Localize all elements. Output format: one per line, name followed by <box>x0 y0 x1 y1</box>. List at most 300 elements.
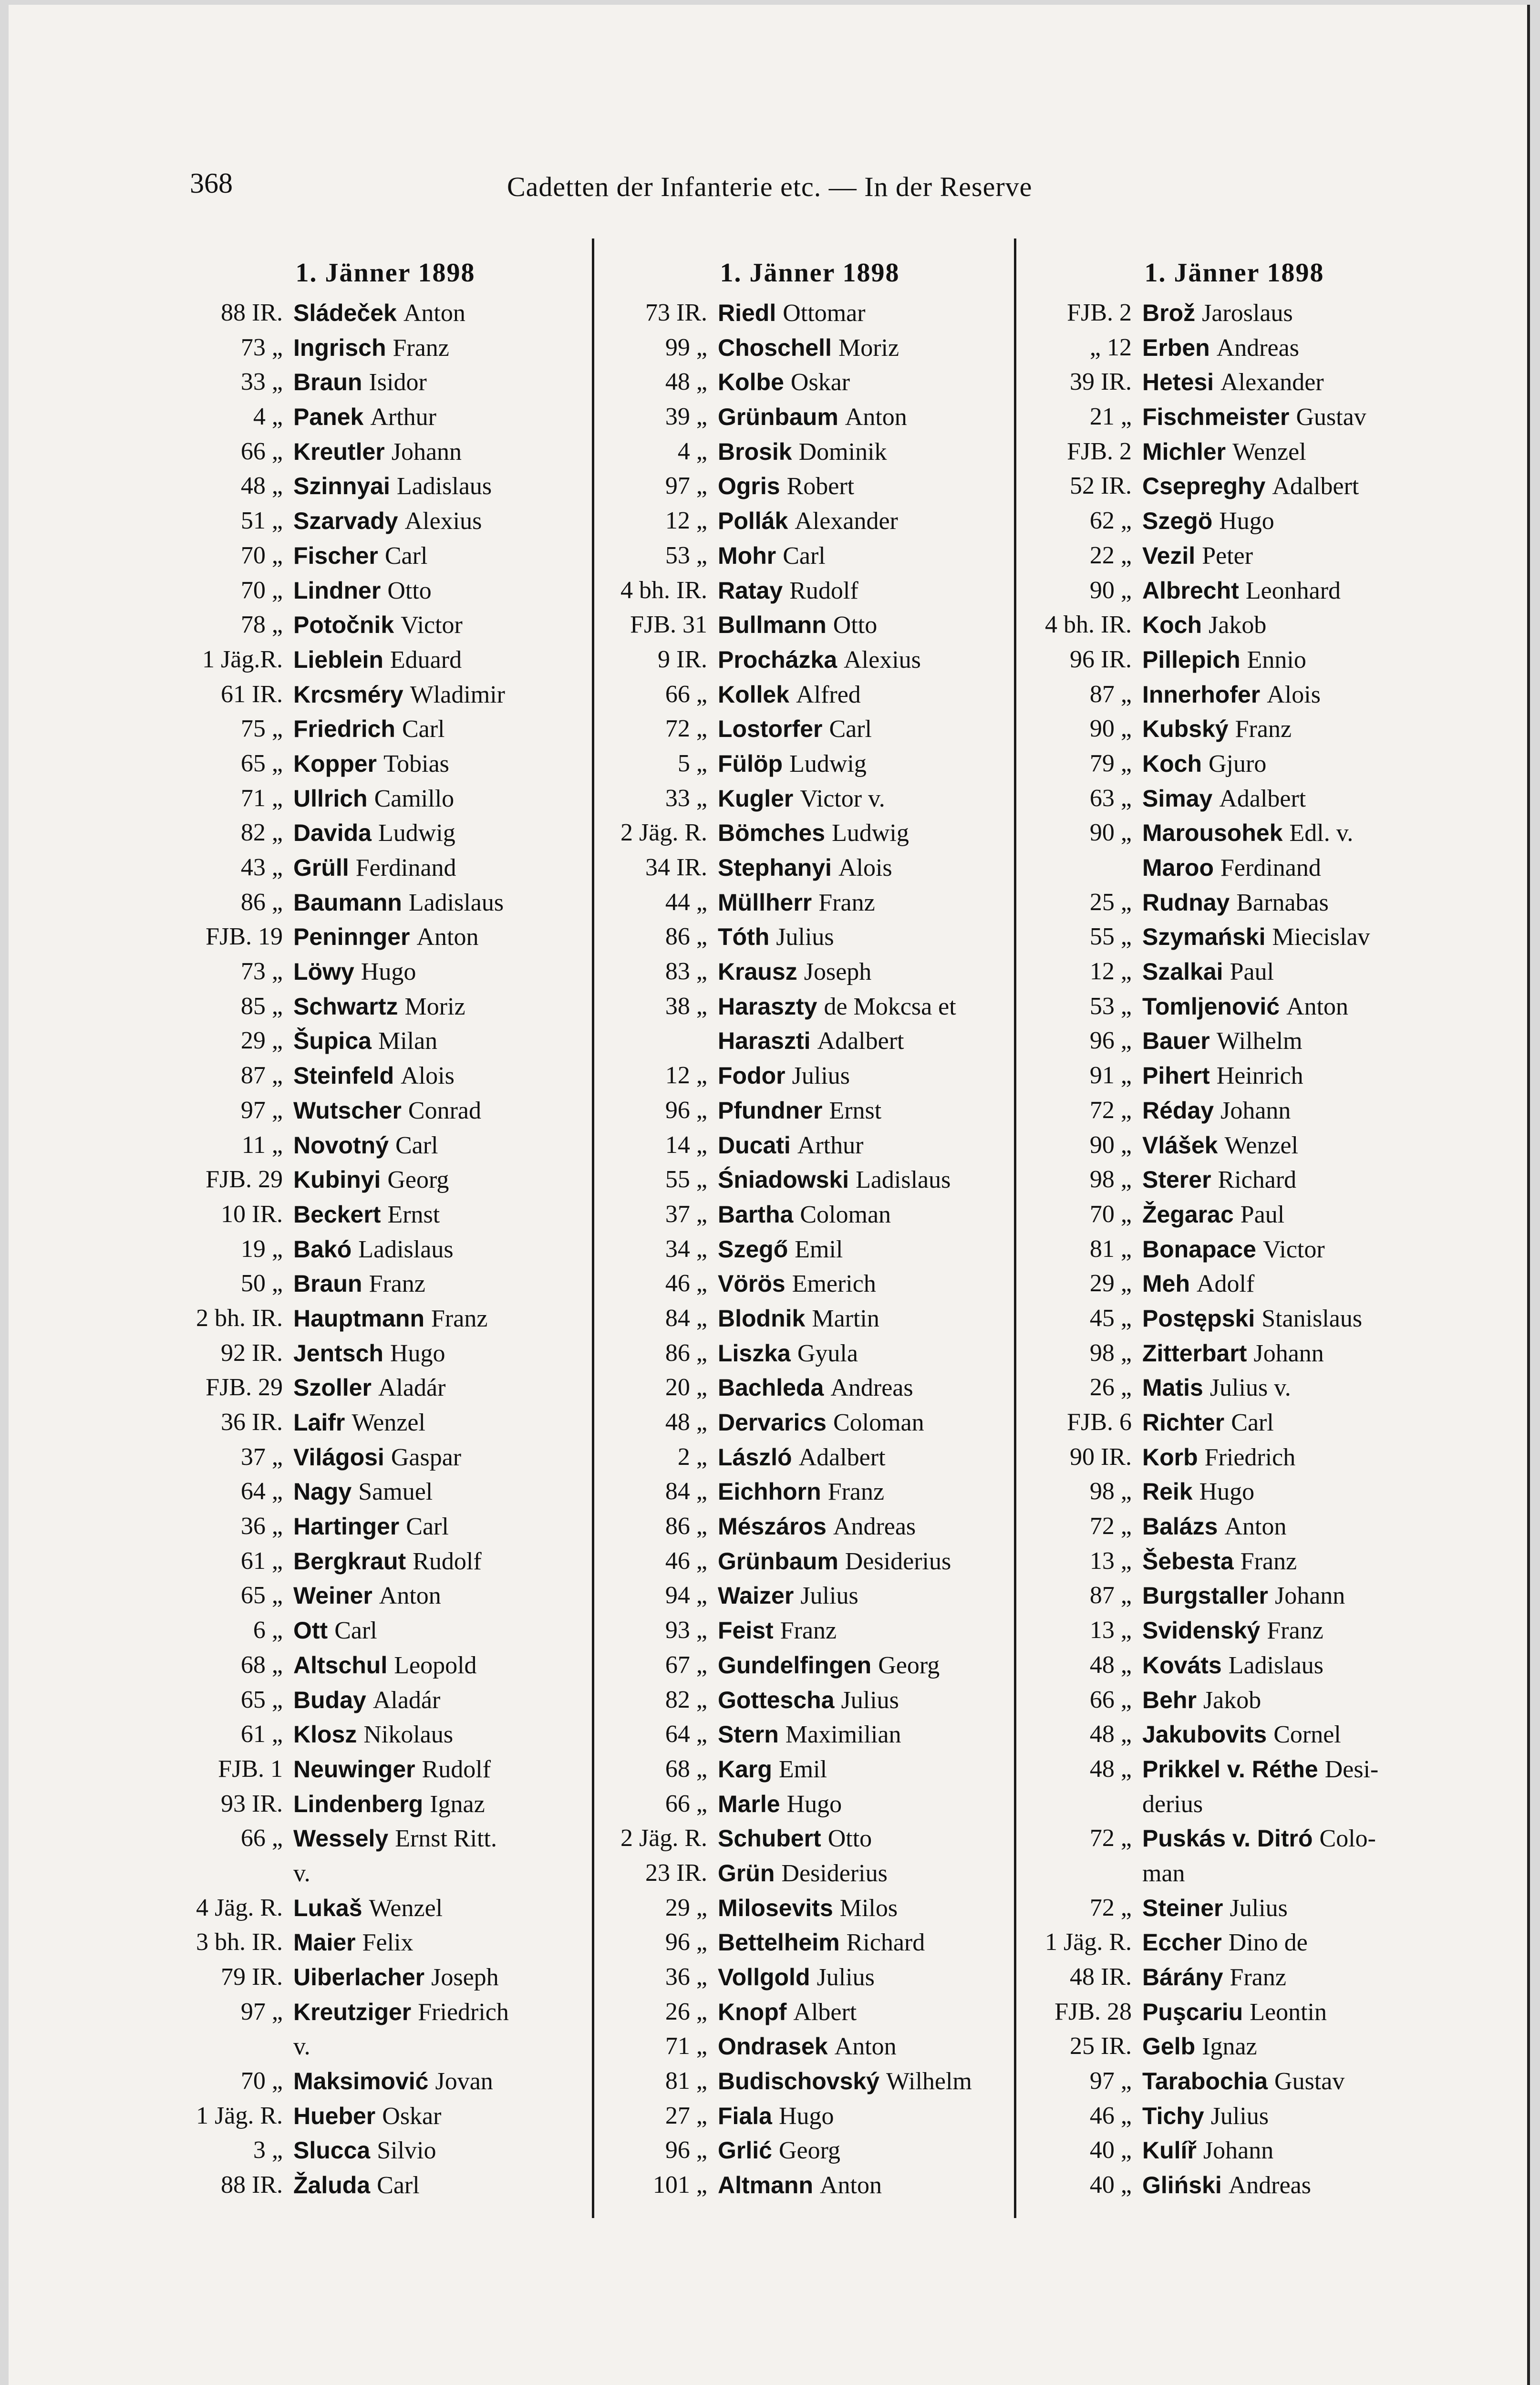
surname: Beckert <box>293 1201 381 1228</box>
surname: Szymański <box>1142 923 1266 951</box>
unit-designation: FJB. 2 <box>1067 299 1132 326</box>
unit-designation: 70 „ <box>1089 1200 1132 1228</box>
person-name <box>293 1648 590 1683</box>
person-name <box>718 712 1015 747</box>
surname: Meh <box>1142 1270 1190 1297</box>
list-item <box>1029 1821 1439 1856</box>
list-item <box>605 1960 1015 1995</box>
list-item <box>605 816 1015 850</box>
surname: Erben <box>1142 334 1210 361</box>
given-name: Alexius <box>844 646 921 674</box>
person-name <box>1142 2029 1439 2064</box>
list-item <box>180 1440 590 1475</box>
given-name: Conrad <box>408 1097 481 1124</box>
person-name <box>293 1509 590 1545</box>
person-name <box>293 816 590 851</box>
surname: Wessely <box>293 1825 389 1852</box>
person-name <box>718 1058 1015 1094</box>
surname: Grün <box>718 1859 775 1887</box>
person-name <box>293 1578 590 1614</box>
given-name: Ladislaus <box>396 473 492 500</box>
unit-designation: 12 „ <box>665 1062 707 1089</box>
unit-designation: 23 IR. <box>645 1859 707 1887</box>
given-name: Julius v. <box>1209 1374 1291 1402</box>
list-item <box>605 573 1015 608</box>
unit-designation: 63 „ <box>1089 784 1132 812</box>
person-name <box>718 1440 1015 1475</box>
person-name <box>293 1405 590 1441</box>
person-name <box>293 712 590 747</box>
surname: Koch <box>1142 750 1202 777</box>
list-item <box>605 1717 1015 1752</box>
list-item <box>1029 1891 1439 1926</box>
unit-designation: 1 Jäg. R. <box>196 2102 283 2129</box>
person-name <box>718 1995 1015 2030</box>
given-name: Franz <box>818 889 875 916</box>
unit-designation: 87 „ <box>240 1062 283 1089</box>
surname: Tarabochia <box>1142 2068 1268 2095</box>
person-name <box>718 1960 1015 1995</box>
list-item <box>1029 781 1439 816</box>
given-name: Johann <box>1253 1339 1324 1367</box>
surname: Postępski <box>1142 1305 1255 1332</box>
column-2 <box>605 258 1015 2203</box>
given-name: man <box>1142 1859 1185 1887</box>
person-name <box>1142 1787 1439 1822</box>
surname: Bachleda <box>718 1374 824 1401</box>
person-name <box>718 2064 1015 2099</box>
person-name <box>293 747 590 782</box>
given-name: Desiderius <box>845 1547 951 1575</box>
list-item <box>605 989 1015 1024</box>
list-item <box>605 2133 1015 2168</box>
unit-designation: 68 „ <box>665 1755 707 1783</box>
given-name: Carl <box>395 1131 438 1159</box>
given-name: Wenzel <box>351 1409 425 1436</box>
entry-list <box>180 296 590 2203</box>
surname: Hetesi <box>1142 369 1214 396</box>
given-name: Gustav <box>1296 404 1366 431</box>
given-name: Albert <box>793 1998 857 2026</box>
person-name <box>718 1856 1015 1891</box>
unit-designation: 22 „ <box>1089 541 1132 569</box>
person-name <box>293 1787 590 1822</box>
list-item <box>1029 2168 1439 2203</box>
list-item <box>1029 365 1439 400</box>
surname: Schubert <box>718 1825 821 1852</box>
surname: Behr <box>1142 1686 1197 1713</box>
person-name <box>293 435 590 470</box>
list-item <box>605 331 1015 365</box>
surname: Bergkraut <box>293 1547 406 1575</box>
unit-designation: 1 Jäg. R. <box>1045 1929 1132 1956</box>
unit-designation: 97 „ <box>1089 2067 1132 2095</box>
given-name: Nikolaus <box>363 1721 454 1749</box>
given-name: Heinrich <box>1216 1062 1303 1090</box>
list-item <box>1029 816 1439 850</box>
surname: Kreutler <box>293 438 385 465</box>
unit-designation: 87 „ <box>1089 1582 1132 1609</box>
list-item <box>180 1058 590 1093</box>
given-name: Peter <box>1202 542 1253 570</box>
unit-designation: FJB. 19 <box>206 923 283 951</box>
person-name <box>718 1821 1015 1856</box>
given-name: Adalbert <box>817 1027 904 1055</box>
given-name: Johann <box>391 438 462 466</box>
surname: Žegarac <box>1142 1201 1234 1228</box>
surname: Haraszty <box>718 993 817 1020</box>
person-name <box>293 1093 590 1129</box>
list-item <box>1029 1370 1439 1405</box>
surname: Eccher <box>1142 1929 1222 1956</box>
list-item <box>605 1509 1015 1544</box>
person-name <box>293 1336 590 1371</box>
unit-designation: 79 „ <box>1089 749 1132 777</box>
person-name <box>1142 1960 1439 1995</box>
list-item <box>605 296 1015 331</box>
unit-designation: 66 „ <box>240 1825 283 1852</box>
person-name <box>718 504 1015 539</box>
surname: Fiala <box>718 2102 772 2129</box>
list-item <box>1029 1752 1439 1787</box>
surname: Jakubovits <box>1142 1721 1267 1748</box>
list-item <box>180 331 590 365</box>
list-item <box>1029 1717 1439 1752</box>
person-name <box>718 1578 1015 1614</box>
unit-designation: 25 „ <box>1089 888 1132 916</box>
given-name: Hugo <box>778 2102 834 2130</box>
person-name <box>718 2168 1015 2203</box>
person-name <box>1142 1717 1439 1752</box>
surname: Szarvady <box>293 508 398 535</box>
unit-designation: 86 „ <box>240 888 283 916</box>
person-name <box>718 1787 1015 1822</box>
list-item <box>180 1752 590 1787</box>
person-name <box>293 1960 590 1995</box>
given-name: Andreas <box>1216 334 1299 362</box>
given-name: Joseph <box>804 958 872 986</box>
given-name: Jakob <box>1203 1686 1261 1714</box>
list-item <box>1029 885 1439 920</box>
person-name <box>293 1544 590 1579</box>
given-name: Moriz <box>404 993 465 1020</box>
list-item <box>180 1301 590 1336</box>
person-name <box>293 1925 590 1960</box>
surname: Maksimović <box>293 2068 429 2095</box>
surname: Pihert <box>1142 1062 1210 1089</box>
unit-designation: 72 „ <box>665 715 707 743</box>
unit-designation: 50 „ <box>240 1270 283 1297</box>
list-item <box>605 539 1015 573</box>
unit-designation: 19 „ <box>240 1235 283 1263</box>
given-name: Carl <box>377 2172 420 2199</box>
list-item <box>605 781 1015 816</box>
list-item <box>605 1301 1015 1336</box>
unit-designation: 34 IR. <box>645 854 707 881</box>
unit-designation: 6 „ <box>253 1617 283 1644</box>
given-name: Milos <box>839 1894 898 1922</box>
person-name <box>293 1613 590 1649</box>
given-name: Aladár <box>378 1374 446 1402</box>
unit-designation: 70 „ <box>240 576 283 604</box>
given-name: Maximilian <box>785 1721 901 1749</box>
person-name <box>293 1301 590 1337</box>
unit-designation: 94 „ <box>665 1582 707 1609</box>
unit-designation: 101 „ <box>652 2171 707 2199</box>
given-name: Jovan <box>435 2068 493 2095</box>
unit-designation: 26 „ <box>665 1998 707 2025</box>
surname: Kulíř <box>1142 2137 1197 2164</box>
list-item <box>1029 2133 1439 2168</box>
unit-designation: „ 12 <box>1089 333 1132 361</box>
person-name <box>293 885 590 921</box>
unit-designation: 46 „ <box>1089 2102 1132 2129</box>
unit-designation: 96 IR. <box>1070 645 1132 673</box>
unit-designation: 4 Jäg. R. <box>196 1894 283 1921</box>
person-name <box>1142 2099 1439 2134</box>
surname: Grlić <box>718 2137 772 2164</box>
column-divider <box>592 238 594 2218</box>
person-name <box>1142 1336 1439 1371</box>
list-item <box>605 885 1015 920</box>
person-name <box>718 1024 1015 1059</box>
surname: Feist <box>718 1617 774 1644</box>
list-item <box>1029 747 1439 781</box>
given-name: Victor <box>1262 1235 1325 1263</box>
list-item <box>605 850 1015 885</box>
unit-designation: 1 Jäg.R. <box>202 645 283 673</box>
given-name: Camillo <box>374 785 455 812</box>
unit-designation: 65 „ <box>240 749 283 777</box>
list-item <box>180 2029 590 2064</box>
surname: Sládeček <box>293 300 397 326</box>
list-item <box>180 400 590 435</box>
surname: Knopf <box>718 1998 787 2025</box>
person-name <box>718 1197 1015 1233</box>
list-item <box>180 1024 590 1058</box>
person-name <box>1142 1058 1439 1094</box>
unit-designation: 78 „ <box>240 611 283 639</box>
given-name: Ladislaus <box>856 1166 951 1194</box>
surname: Peninnger <box>293 923 410 951</box>
person-name <box>293 989 590 1025</box>
surname: Tóth <box>718 923 770 951</box>
unit-designation: 29 „ <box>1089 1270 1132 1297</box>
list-item <box>1029 1058 1439 1093</box>
surname: Liszka <box>718 1339 791 1367</box>
column-heading: 1. Jänner 1898 <box>295 258 475 288</box>
person-name <box>718 435 1015 470</box>
person-name <box>293 1752 590 1787</box>
list-item <box>180 1232 590 1267</box>
list-item <box>180 1925 590 1960</box>
person-name <box>1142 1197 1439 1233</box>
person-name <box>1142 1509 1439 1545</box>
person-name <box>293 677 590 713</box>
surname: Hauptmann <box>293 1305 424 1332</box>
person-name <box>1142 1474 1439 1510</box>
given-name: Wenzel <box>1224 1131 1299 1159</box>
given-name: Friedrich <box>1204 1443 1296 1471</box>
surname: Nagy <box>293 1478 352 1505</box>
unit-designation: 66 „ <box>665 680 707 708</box>
surname: Jentsch <box>293 1339 383 1367</box>
given-name: Ludwig <box>378 819 455 847</box>
given-name: Ennio <box>1247 646 1306 674</box>
surname: Panek <box>293 404 364 431</box>
given-name: Samuel <box>358 1478 433 1506</box>
person-name <box>1142 539 1439 574</box>
surname: Klosz <box>293 1721 357 1748</box>
given-name: v. <box>293 1859 310 1887</box>
unit-designation: 84 „ <box>665 1304 707 1332</box>
given-name: Milan <box>378 1027 438 1055</box>
surname: Žaluda <box>293 2172 371 2199</box>
unit-designation: 43 „ <box>240 854 283 881</box>
list-item <box>605 1405 1015 1440</box>
list-item <box>1029 1578 1439 1613</box>
surname: Szegö <box>1142 508 1213 535</box>
list-item <box>180 1197 590 1232</box>
given-name: Tobias <box>383 750 449 778</box>
surname: Bauer <box>1142 1027 1210 1055</box>
surname: Neuwinger <box>293 1755 415 1783</box>
surname: Bonapace <box>1142 1235 1256 1263</box>
person-name <box>1142 1578 1439 1614</box>
surname: Uiberlacher <box>293 1964 425 1991</box>
list-item <box>605 1995 1015 2030</box>
person-name <box>1142 885 1439 921</box>
list-item <box>180 539 590 573</box>
person-name <box>718 2099 1015 2134</box>
person-name <box>293 1162 590 1198</box>
unit-designation: 51 „ <box>240 507 283 535</box>
given-name: Adalbert <box>1219 785 1306 812</box>
surname: Riedl <box>718 300 776 326</box>
unit-designation: 97 „ <box>665 472 707 500</box>
given-name: Otto <box>827 1825 872 1853</box>
given-name: Julius <box>1210 2102 1269 2130</box>
surname: Kugler <box>718 785 794 812</box>
surname: Prikkel v. Réthe <box>1142 1755 1318 1783</box>
list-item <box>1029 1128 1439 1163</box>
given-name: Wladimir <box>410 681 505 708</box>
person-name <box>718 1128 1015 1163</box>
list-item <box>1029 1405 1439 1440</box>
list-item <box>1029 573 1439 608</box>
unit-designation: 90 „ <box>1089 576 1132 604</box>
list-item <box>1029 1266 1439 1301</box>
given-name: Ernst <box>829 1097 882 1124</box>
given-name: Emil <box>778 1755 827 1783</box>
list-item <box>1029 1995 1439 2030</box>
person-name <box>1142 504 1439 539</box>
person-name <box>718 331 1015 366</box>
given-name: Dino de <box>1228 1929 1308 1957</box>
given-name: Carl <box>829 716 872 743</box>
unit-designation: 84 „ <box>665 1478 707 1505</box>
unit-designation: 70 „ <box>240 2067 283 2095</box>
unit-designation: 48 „ <box>1089 1755 1132 1783</box>
person-name <box>718 816 1015 851</box>
unit-designation: 75 „ <box>240 715 283 743</box>
list-item <box>180 469 590 504</box>
person-name <box>1142 1544 1439 1579</box>
unit-designation: 4 „ <box>253 403 283 431</box>
unit-designation: 38 „ <box>665 992 707 1020</box>
surname: Grünbaum <box>718 404 838 431</box>
entry-list <box>605 296 1015 2203</box>
given-name: Dominik <box>798 438 887 466</box>
given-name: Anton <box>403 300 465 327</box>
given-name: Alexander <box>795 508 898 535</box>
unit-designation: 52 IR. <box>1070 472 1132 500</box>
given-name: Ladislaus <box>1228 1651 1324 1679</box>
person-name <box>1142 1856 1439 1891</box>
list-item <box>1029 1440 1439 1475</box>
person-name <box>1142 677 1439 713</box>
unit-designation: 33 „ <box>665 784 707 812</box>
list-item <box>180 1891 590 1926</box>
unit-designation: FJB. 29 <box>206 1166 283 1193</box>
unit-designation: 62 „ <box>1089 507 1132 535</box>
surname: Šupica <box>293 1027 372 1055</box>
surname: László <box>718 1443 792 1471</box>
surname: Pfundner <box>718 1097 823 1124</box>
surname: Śniadowski <box>718 1166 849 1193</box>
surname: Potočnik <box>293 612 394 639</box>
given-name: Desiderius <box>781 1859 888 1887</box>
surname: Bettelheim <box>718 1929 840 1956</box>
given-name: Andreas <box>1228 2172 1311 2199</box>
unit-designation: 90 IR. <box>1070 1443 1132 1471</box>
given-name: Hugo <box>1199 1478 1255 1506</box>
unit-designation: 48 „ <box>665 368 707 396</box>
unit-designation: 12 „ <box>665 507 707 535</box>
unit-designation: 55 „ <box>1089 923 1132 951</box>
surname: Csepreghy <box>1142 473 1266 500</box>
person-name <box>1142 2168 1439 2203</box>
surname: Braun <box>293 369 362 396</box>
given-name: Wenzel <box>1232 438 1306 466</box>
given-name: Colo- <box>1319 1825 1376 1853</box>
unit-designation: 93 „ <box>665 1617 707 1644</box>
list-item <box>180 850 590 885</box>
list-item <box>180 2168 590 2203</box>
person-name <box>1142 1405 1439 1441</box>
surname: Brosik <box>718 438 792 465</box>
surname: Milosevits <box>718 1894 833 1921</box>
list-item <box>180 1787 590 1822</box>
list-item <box>180 989 590 1024</box>
given-name: Ludwig <box>789 750 867 778</box>
person-name <box>718 1544 1015 1579</box>
person-name <box>718 539 1015 574</box>
list-item <box>1029 1787 1439 1822</box>
unit-designation: 82 „ <box>665 1686 707 1713</box>
unit-designation: 46 „ <box>665 1270 707 1297</box>
surname: Gelb <box>1142 2033 1196 2060</box>
unit-designation: 55 „ <box>665 1166 707 1193</box>
person-name <box>718 1648 1015 1683</box>
given-name: Gyula <box>797 1339 858 1367</box>
list-item <box>1029 469 1439 504</box>
unit-designation: 86 „ <box>665 1339 707 1367</box>
list-item <box>1029 1093 1439 1128</box>
person-name <box>1142 1925 1439 1960</box>
person-name <box>1142 435 1439 470</box>
list-item <box>605 1266 1015 1301</box>
